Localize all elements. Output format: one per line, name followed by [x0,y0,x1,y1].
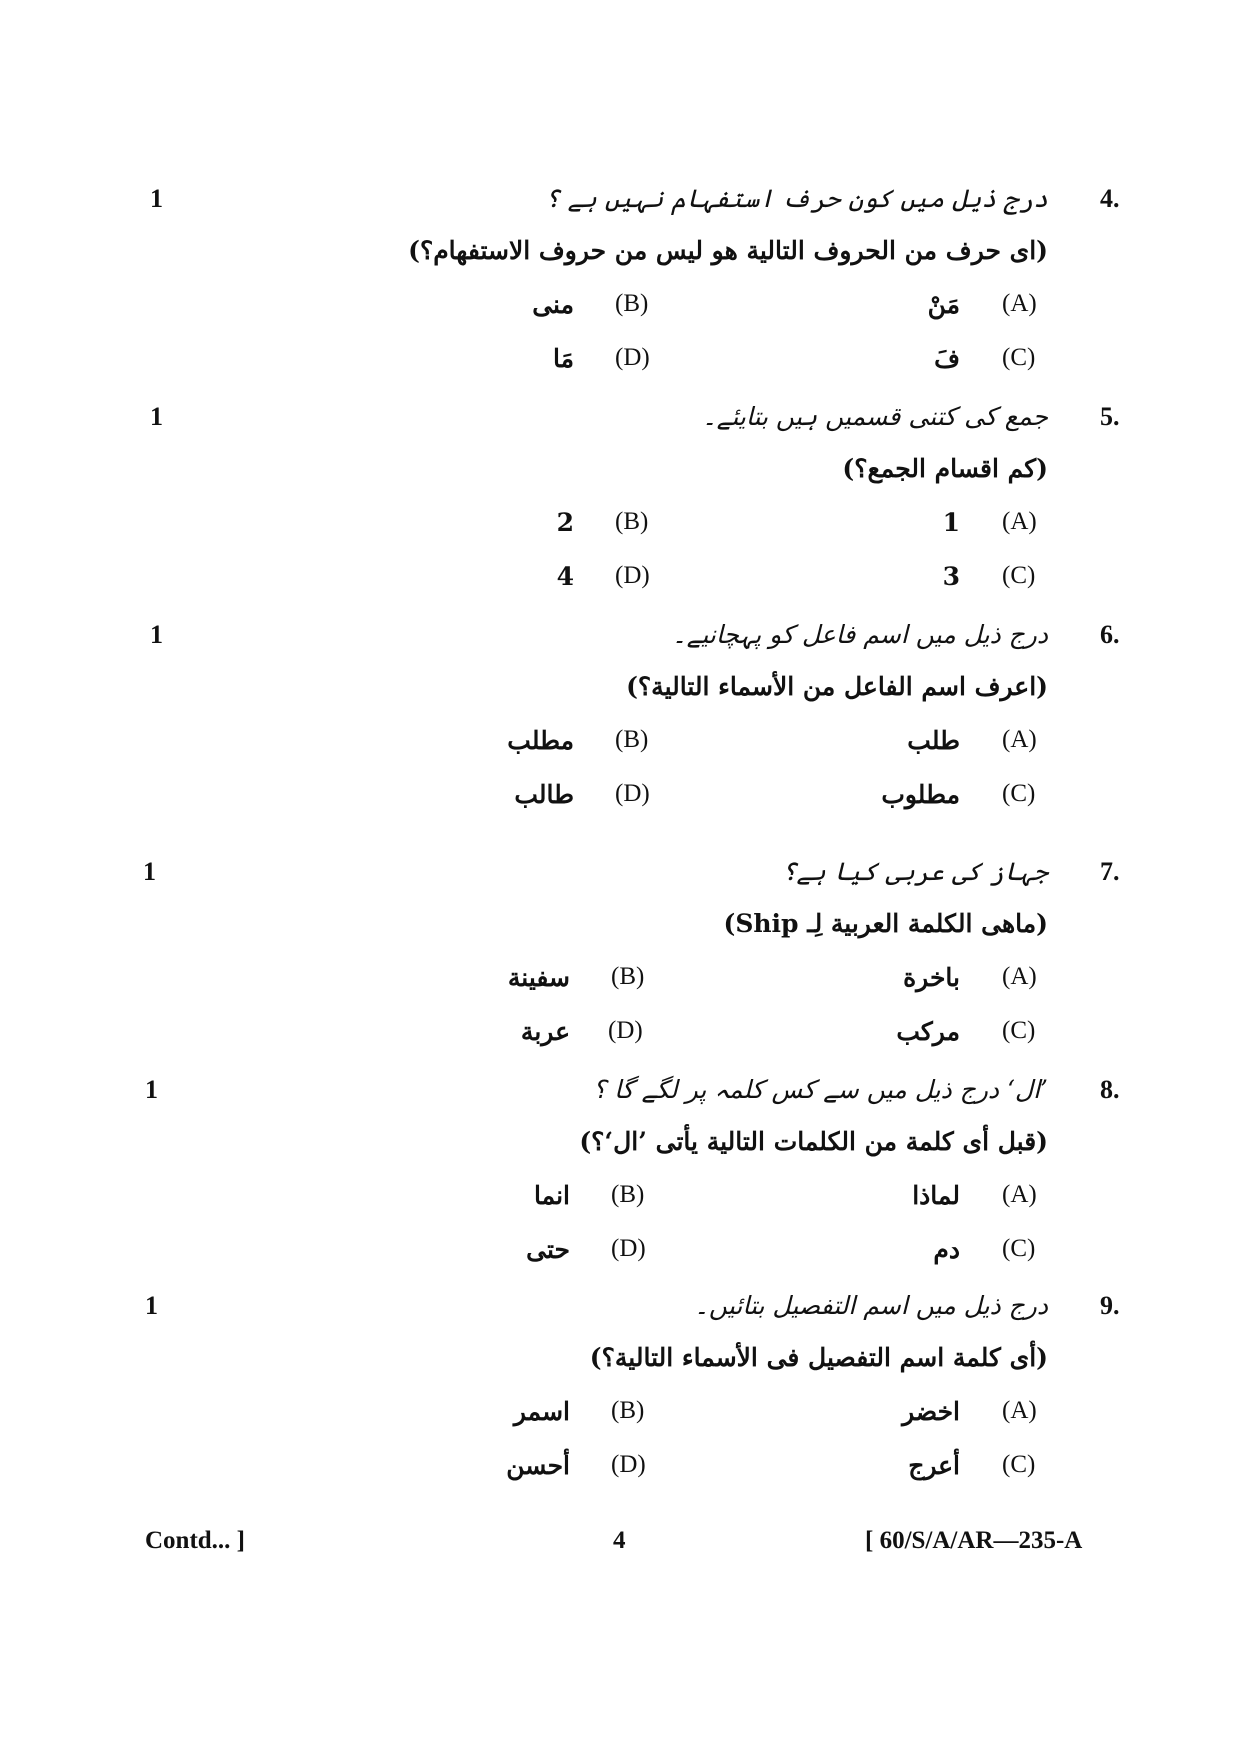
question-arabic-text: (کم اقسام الجمع؟) [842,454,1048,483]
option-d-label: (D) [615,780,650,807]
option-c-label: (C) [1002,1451,1036,1478]
option-c-text: دم [933,1235,960,1264]
option-d-text: أحسن [506,1451,570,1480]
option-d-text: طالب [514,780,574,809]
option-a-text: لماذا [912,1181,960,1210]
option-c-text: مطلوب [881,780,960,809]
paper-code: [ 60/S/A/AR—235-A [865,1527,1083,1554]
option-a-label: (A) [1002,290,1037,317]
option-c-label: (C) [1002,780,1036,807]
option-c-text: مرکب [896,1017,960,1046]
question-mark: 1 [150,402,163,431]
option-b-text: اسمر [513,1397,570,1426]
option-b-label: (B) [611,1397,645,1424]
option-b-label: (B) [611,963,645,990]
option-b-label: (B) [615,726,649,753]
option-c-text: 3 [942,562,960,591]
option-a-label: (A) [1002,1181,1037,1208]
question-urdu-text: درج ذیل میں کون حرف استفہام نہیں ہے ؟ [544,184,1048,213]
question-arabic-text: (ای حرف من الحروف التالیة هو لیس من حروف الاستفهام؟) [408,236,1048,265]
option-b-label: (B) [615,508,649,535]
option-a-label: (A) [1002,963,1037,990]
option-d-label: (D) [611,1451,646,1478]
question-number: 7. [1100,857,1120,886]
question-mark: 1 [150,184,163,213]
question-number: 4. [1100,184,1120,213]
question-urdu-text: جمع کی کتنی قسمیں ہیں بتایئے۔ [702,402,1048,431]
option-b-text: سفينة [507,963,570,992]
question-urdu-text: جہاز کی عربی کیا ہے؟ [781,857,1048,886]
option-b-label: (B) [615,290,649,317]
question-arabic-text: (اعرف اسم الفاعل من الأسماء التالیة؟) [626,672,1048,701]
option-c-label: (C) [1002,562,1036,589]
option-c-label: (C) [1002,1235,1036,1262]
option-d-text: 4 [556,562,574,591]
option-a-text: طلب [907,726,960,755]
question-arabic-text: (ماهی الکلمة العربیة لِـ Ship) [723,909,1048,938]
option-a-text: اخضر [902,1397,960,1426]
footer-contd: Contd... ] [145,1527,246,1554]
question-arabic-text: (أی کلمة اسم التفصیل فی الأسماء التالیة؟) [589,1343,1048,1372]
question-number: 5. [1100,402,1120,431]
option-d-text: مَا [552,344,574,373]
option-a-text: باخرة [903,963,960,992]
option-d-label: (D) [608,1017,643,1044]
option-d-label: (D) [615,562,650,589]
option-c-label: (C) [1002,1017,1036,1044]
option-a-text: 1 [942,508,960,537]
option-c-text: أعرج [908,1451,960,1480]
question-number: 6. [1100,620,1120,649]
option-a-text: مَنْ [927,290,960,319]
question-urdu-text: درج ذیل میں اسم التفصیل بتائیں۔ [694,1291,1048,1320]
question-mark: 1 [143,857,156,886]
question-arabic-text: (قبل أی کلمة من الکلمات التالیة یأتی ’ال‘؟) [579,1127,1048,1156]
question-urdu-text: ’ال‘ درج ذیل میں سے کس کلمہ پر لگے گا ؟ [592,1075,1048,1104]
option-b-text: منی [532,290,574,319]
question-mark: 1 [145,1075,158,1104]
question-mark: 1 [150,620,163,649]
option-c-text: فَ [934,344,960,373]
option-a-label: (A) [1002,726,1037,753]
option-a-label: (A) [1002,508,1037,535]
option-d-label: (D) [611,1235,646,1262]
option-b-text: مطلب [507,726,574,755]
option-d-text: حتی [526,1235,570,1264]
question-mark: 1 [145,1291,158,1320]
question-urdu-text: درج ذیل میں اسم فاعل کو پہچانیے۔ [672,620,1048,649]
page-number: 4 [613,1527,626,1554]
question-number: 9. [1100,1291,1120,1320]
option-b-text: انما [534,1181,570,1210]
option-b-text: 2 [556,508,574,537]
option-b-label: (B) [611,1181,645,1208]
question-number: 8. [1100,1075,1120,1104]
option-c-label: (C) [1002,344,1036,371]
option-d-label: (D) [615,344,650,371]
option-d-text: عربة [520,1017,570,1046]
option-a-label: (A) [1002,1397,1037,1424]
